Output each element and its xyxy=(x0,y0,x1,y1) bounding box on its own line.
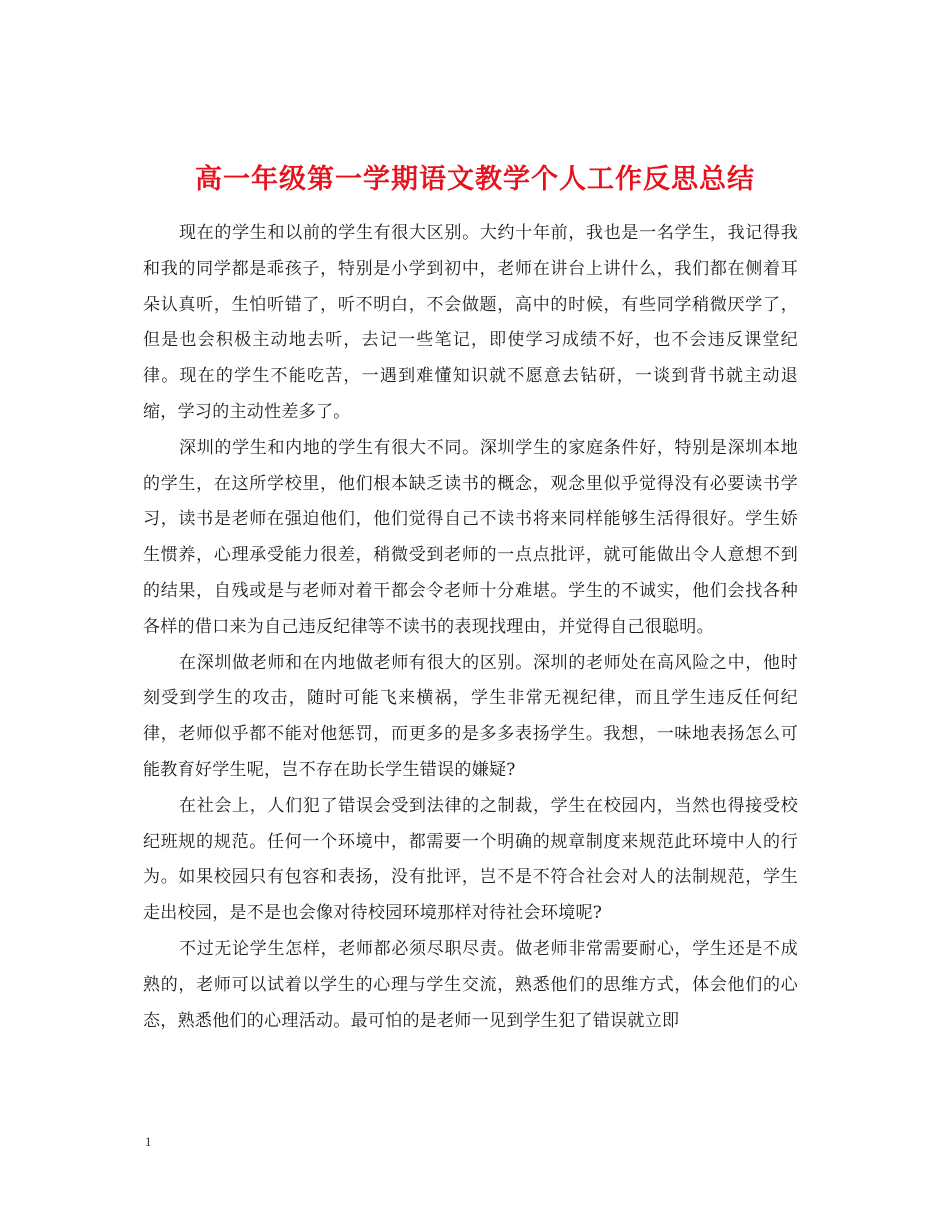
document-body xyxy=(143,216,798,1039)
paragraph: 不过无论学生怎样，老师都必须尽职尽责。做老师非常需要耐心，学生还是不成熟的，老师可以试着以学生的心理与学生交流，熟悉他们的思维方式，体会他们的心态，熟悉他们的心理活动。最可怕的是老师一见到学生犯了错误就立即 xyxy=(143,938,798,1031)
paragraph: 在深圳做老师和在内地做老师有很大的区别。深圳的老师处在高风险之中，他时刻受到学生的攻击，随时可能飞来横祸，学生非常无视纪律，而且学生违反任何纪律，老师似乎都不能对他惩罚，而更多的是多多表扬学生。我想，一味地表扬怎么可能教育好学生呢，岂不存在助长学生错误的嫌疑? xyxy=(143,652,798,780)
document-title: 高一年级第一学期语文教学个人工作反思总结 xyxy=(195,164,755,196)
paragraph: 现在的学生和以前的学生有很大区别。大约十年前，我也是一名学生，我记得我和我的同学都是乖孩子，特别是小学到初中，老师在讲台上讲什么，我们都在侧着耳朵认真听，生怕听错了，听不明白，不会做题，高中的时候，有些同学稍微厌学了，但是也会积极主动地去听，去记一些笔记，即使学习成绩不好，也不会违反课堂纪律。现在的学生不能吃苦，一遇到难懂知识就不愿意去钻研，一谈到背书就主动退缩，学习的主动性差多了。 xyxy=(143,223,798,422)
paragraph: 深圳的学生和内地的学生有很大不同。深圳学生的家庭条件好，特别是深圳本地的学生，在这所学校里，他们根本缺乏读书的概念，观念里似乎觉得没有必要读书学习，读书是老师在强迫他们，他们觉得自己不读书将来同样能够生活得很好。学生娇生惯养，心理承受能力很差，稍微受到老师的一点点批评，就可能做出令人意想不到的结果，自残或是与老师对着干都会令老师十分难堪。学生的不诚实，他们会找各种各样的借口来为自己违反纪律等不读书的表现找理由，并觉得自己很聪明。 xyxy=(143,437,798,637)
page-number: 1 xyxy=(145,1134,152,1149)
paragraph: 在社会上，人们犯了错误会受到法律的之制裁，学生在校园内，当然也得接受校纪班规的规范。任何一个环境中，都需要一个明确的规章制度来规范此环境中人的行为。如果校园只有包容和表扬，没有批评，岂不是不符合社会对人的法制规范，学生走出校园，是不是也会像对待校园环境那样对待社会环境呢? xyxy=(143,795,798,924)
